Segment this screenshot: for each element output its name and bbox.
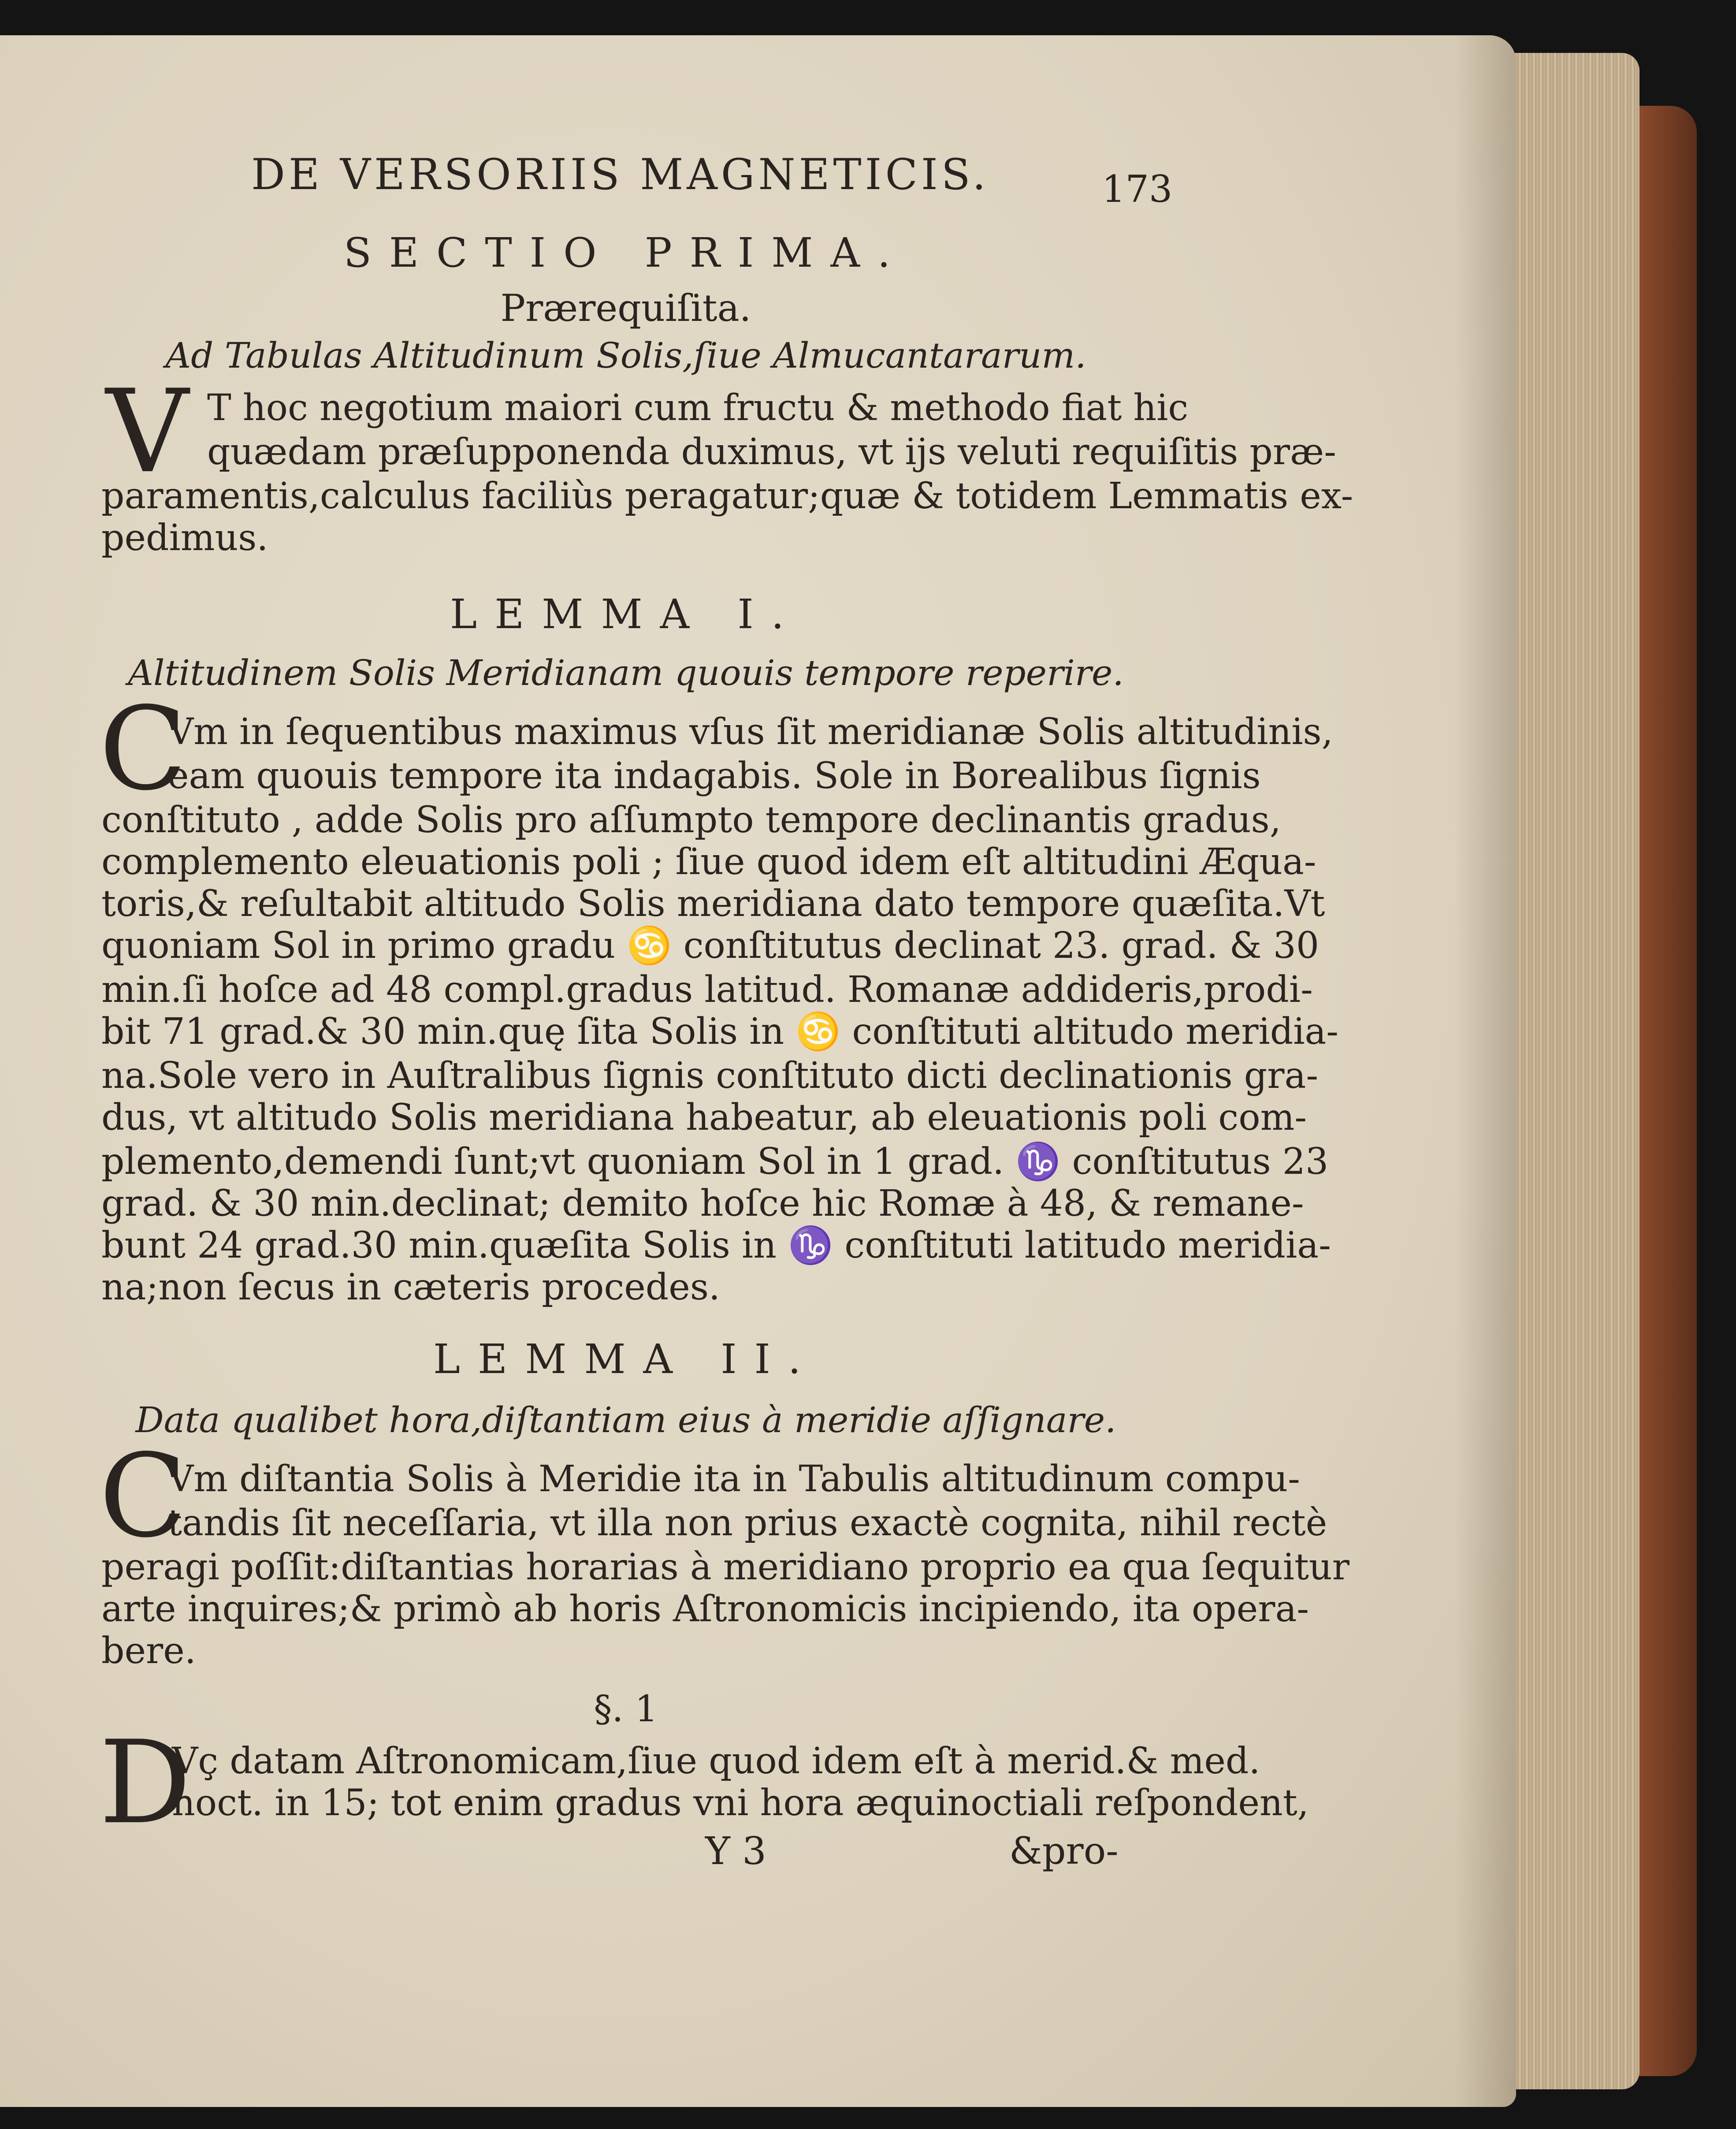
lemma-1-heading: Altitudinem Solis Meridianam quouis tempore reperire. (128, 652, 1124, 693)
lemma-2-line: bere. (101, 1630, 196, 1672)
lemma-2-line: tandis ſit neceſſaria, vt illa non prius exactè cognita, nihil rectè (167, 1502, 1327, 1544)
drop-cap-v: V (106, 365, 189, 499)
lemma-2-line: peragi poſſit:diſtantias horarias à meridiano proprio ea qua ſequitur (101, 1546, 1349, 1588)
lemma-1-line: plemento,demendi ſunt;vt quoniam Sol in 1 grad. ♑ conſtitutus 23 (101, 1141, 1329, 1183)
lemma-1-line: na;non ſecus in cæteris procedes. (101, 1266, 720, 1308)
intro-line: paramentis,calculus faciliùs peragatur;quæ & totidem Lemmatis ex- (101, 475, 1353, 517)
lemma-1-line: eam quouis tempore ita indagabis. Sole in Borealibus ſignis (167, 755, 1261, 797)
lemma-1-line: conſtituto , adde Solis pro aſſumpto tempore declinantis gradus, (101, 799, 1281, 841)
lemma-2-heading: Data qualibet hora,diſtantiam eius à meridie aſſignare. (135, 1399, 1116, 1440)
section-heading: Ad Tabulas Altitudinum Solis,ſiue Almucantararum. (165, 335, 1086, 376)
lemma-1-line: bunt 24 grad.30 min.quæſita Solis in ♑ conſtituti latitudo meridia- (101, 1225, 1331, 1266)
catchword: &pro- (1009, 1829, 1119, 1872)
lemma-1-line: bit 71 grad.& 30 min.quę ſita Solis in ♋ conſtituti altitudo meridia- (101, 1011, 1339, 1053)
section-title: SECTIO PRIMA. (343, 229, 908, 276)
drop-cap-c: C (99, 1430, 187, 1563)
lemma-1-title: LEMMA I. (450, 591, 802, 638)
intro-line: T hoc negotium maiori cum fructu & methodo fiat hic (207, 387, 1189, 429)
running-title: DE VERSORIIS MAGNETICIS. (251, 150, 989, 199)
section-subtitle: Prærequiſita. (500, 287, 751, 330)
lemma-1-line: Vm in ſequentibus maximus vſus ſit meridianæ Solis altitudinis, (167, 711, 1333, 753)
lemma-1-line: dus, vt altitudo Solis meridiana habeatur, ab eleuationis poli com- (101, 1097, 1307, 1139)
lemma-2-line: arte inquires;& primò ab horis Aſtronomicis incipiendo, ita opera- (101, 1588, 1309, 1630)
lemma-2-line: Vm diſtantia Solis à Meridie ita in Tabulis altitudinum compu- (167, 1458, 1300, 1500)
lemma-1-line: quoniam Sol in primo gradu ♋ conſtitutus declinat 23. grad. & 30 (101, 925, 1320, 967)
lemma-1-line: complemento eleuationis poli ; ſiue quod idem eſt altitudini Æqua- (101, 841, 1316, 883)
lemma-2-title: LEMMA II. (433, 1336, 819, 1383)
intro-line: quædam præſupponenda duximus, vt ijs veluti requiſitis præ- (207, 431, 1336, 473)
lemma-1-line: toris,& reſultabit altitudo Solis meridiana dato tempore quæſita.Vt (101, 883, 1325, 925)
lemma-1-line: grad. & 30 min.declinat; demito hoſce hic Romæ à 48, & remane- (101, 1183, 1304, 1225)
paragraph-label: §. 1 (594, 1688, 658, 1730)
page-number: 173 (1102, 167, 1173, 211)
drop-cap-c: C (99, 683, 187, 816)
lemma-1-line: na.Sole vero in Auſtralibus ſignis conſtituto dicti declinationis gra- (101, 1055, 1319, 1097)
paragraph-1-line: Vç datam Aſtronomicam,ſiue quod idem eſt à merid.& med. (172, 1740, 1260, 1782)
drop-cap-d: D (99, 1716, 191, 1850)
signature-mark: Y 3 (705, 1829, 766, 1873)
intro-line: pedimus. (101, 517, 268, 559)
paragraph-1-line: noct. in 15; tot enim gradus vni hora æquinoctiali reſpondent, (172, 1782, 1309, 1824)
page-curl-shadow (1454, 35, 1516, 2107)
lemma-1-line: min.ſi hoſce ad 48 compl.gradus latitud. Romanæ addideris,prodi- (101, 969, 1313, 1011)
